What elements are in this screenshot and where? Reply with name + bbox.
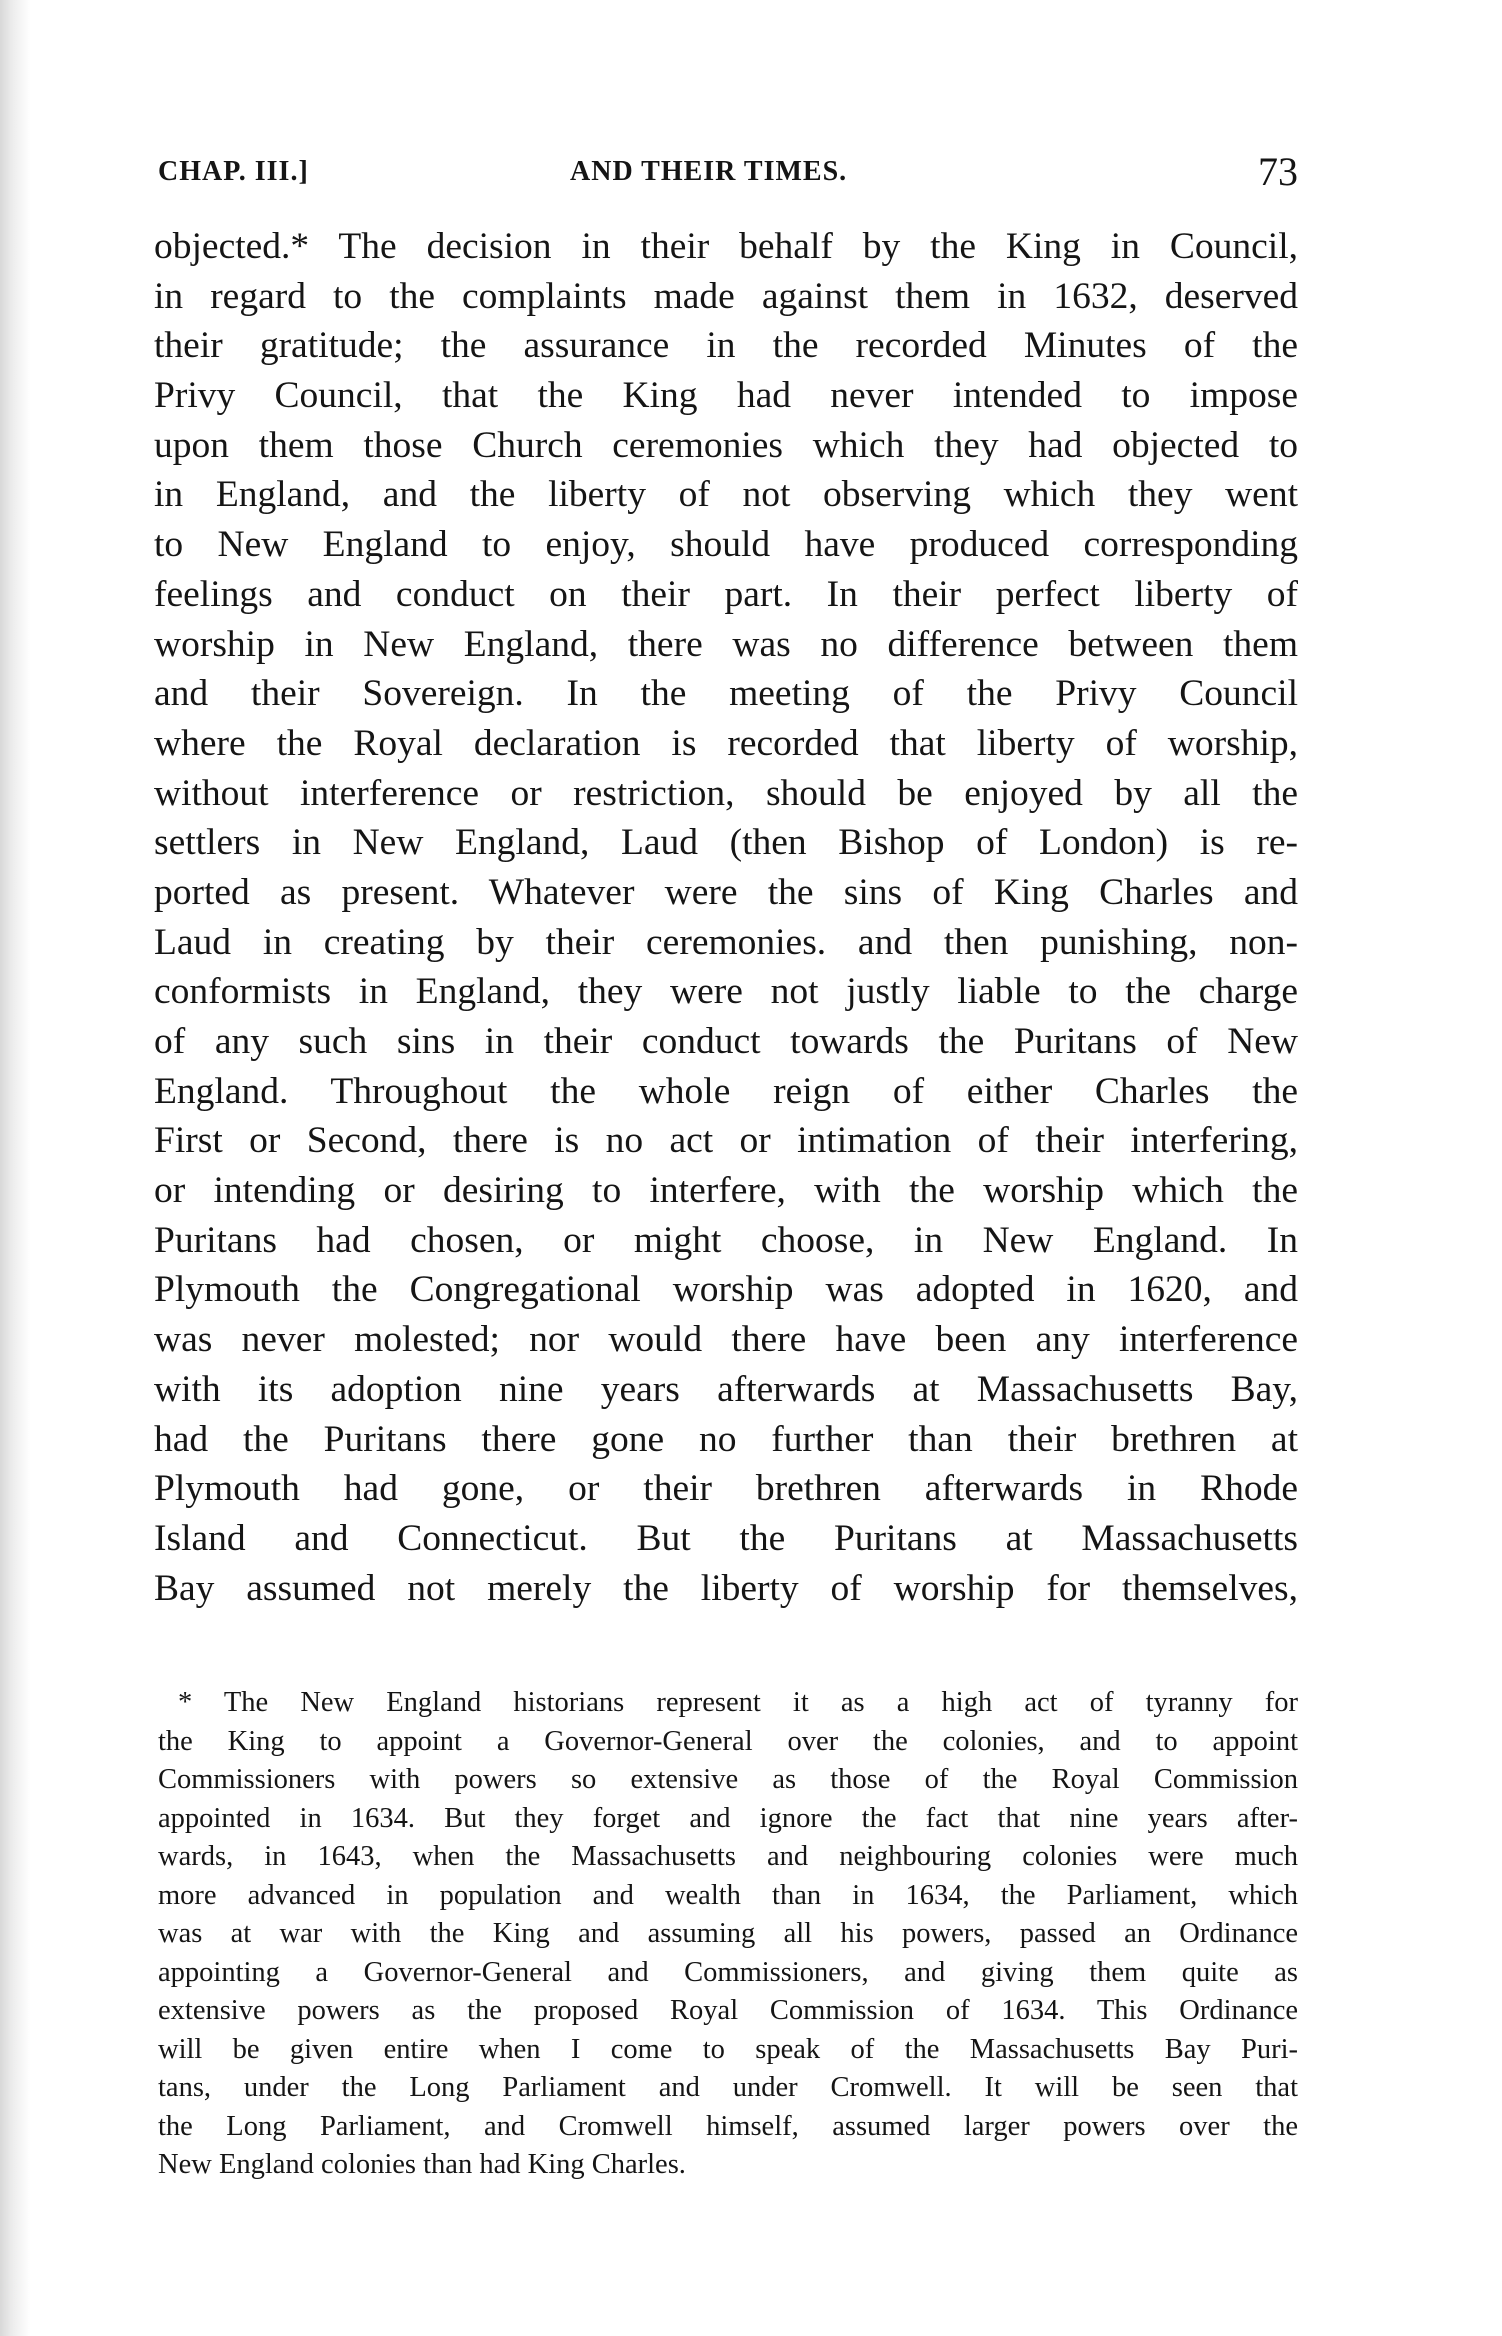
running-header [158,148,1298,198]
text-line: Privy Council, that the King had never intended to impose [154,375,1298,417]
text-line: worship in New England, there was no difference between them [154,623,1298,665]
text-line: with its adoption nine years afterwards at Massachusetts Bay, [154,1368,1298,1410]
text-line: Laud in creating by their ceremonies. and then punishing, non- [154,921,1298,963]
footnote-line: appointing a Governor-General and Commissioners, and giving them quite as [158,1956,1298,1988]
footnote-line: will be given entire when I come to speak of the Massachusetts Bay Puri- [158,2033,1298,2065]
text-line: ported as present. Whatever were the sins of King Charles and [154,871,1298,913]
text-line: Plymouth had gone, or their brethren afterwards in Rhode [154,1468,1298,1510]
text-line: conformists in England, they were not justly liable to the charge [154,971,1298,1013]
main-text [154,222,1298,1613]
footnote-line: more advanced in population and wealth than in 1634, the Parliament, which [158,1879,1298,1911]
footnote-line: wards, in 1643, when the Massachusetts and neighbouring colonies were much [158,1841,1298,1872]
footnote-line: the Long Parliament, and Cromwell himself, assumed larger powers over the [158,2110,1298,2142]
text-line: in regard to the complaints made against them in 1632, deserved [154,275,1298,317]
text-line: in England, and the liberty of not observing which they went [154,474,1298,516]
text-line: was never molested; nor would there have been any interference [154,1319,1298,1361]
text-line: Bay assumed not merely the liberty of worship for themselves, [154,1567,1298,1609]
text-line: had the Puritans there gone no further than their brethren at [154,1418,1298,1460]
text-line: Plymouth the Congregational worship was adopted in 1620, and [154,1269,1298,1311]
footnote-line: Commissioners with powers so extensive as those of the Royal Commission [158,1764,1298,1795]
footnote-line: tans, under the Long Parliament and under Cromwell. It will be seen that [158,2072,1298,2103]
footnote-line: * The New England historians represent it as a high act of tyranny for [178,1687,1298,1718]
text-line: of any such sins in their conduct towards the Puritans of New [154,1021,1298,1062]
page-number: 73 [1258,149,1298,194]
text-line: England. Throughout the whole reign of either Charles the [154,1070,1298,1112]
text-line: without interference or restriction, should be enjoyed by all the [154,772,1298,814]
text-line: where the Royal declaration is recorded that liberty of worship, [154,722,1298,764]
footnote-line: the King to appoint a Governor-General over the colonies, and to appoint [158,1725,1298,1757]
text-line: Puritans had chosen, or might choose, in New England. In [154,1219,1298,1261]
text-line: First or Second, there is no act or intimation of their interfering, [154,1120,1298,1162]
footnote-line: was at war with the King and assuming all his powers, passed an Ordinance [158,1918,1298,1949]
footnote-line: extensive powers as the proposed Royal Commission of 1634. This Ordinance [158,1995,1298,2026]
text-line: settlers in New England, Laud (then Bishop of London) is re- [154,822,1298,864]
text-line: feelings and conduct on their part. In their perfect liberty of [154,573,1298,615]
text-line: and their Sovereign. In the meeting of the Privy Council [154,673,1298,715]
chapter-label: CHAP. III.] [158,156,309,187]
text-line: upon them those Church ceremonies which they had objected to [154,424,1298,466]
text-line: Island and Connecticut. But the Puritans at Massachusetts [154,1517,1298,1559]
running-title: AND THEIR TIMES. [570,156,848,187]
page-edge-shadow [0,0,30,2336]
footnote [158,1684,1298,2185]
text-line: or intending or desiring to interfere, with the worship which the [154,1170,1298,1212]
footnote-line: New England colonies than had King Charles. [158,2149,686,2180]
text-line: objected.* The decision in their behalf by the King in Council, [154,226,1298,267]
text-line: their gratitude; the assurance in the recorded Minutes of the [154,325,1298,367]
footnote-line: appointed in 1634. But they forget and ignore the fact that nine years after- [158,1802,1298,1834]
text-line: to New England to enjoy, should have produced corresponding [154,524,1298,566]
